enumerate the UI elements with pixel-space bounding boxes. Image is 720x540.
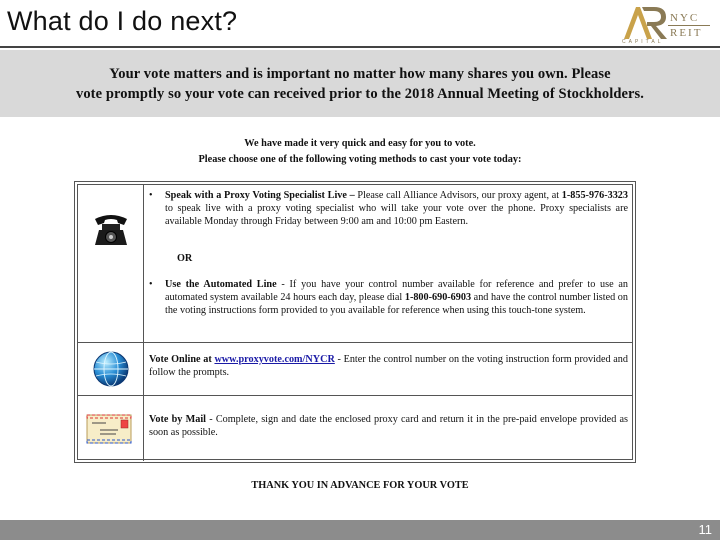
ar-logo-mark bbox=[620, 3, 674, 43]
company-logo bbox=[616, 3, 716, 45]
live-phone-number[interactable]: 1-855-976-3323 bbox=[561, 190, 628, 201]
mail-method-row bbox=[78, 396, 632, 461]
thank-you-text: THANK YOU IN ADVANCE FOR YOUR VOTE bbox=[251, 480, 469, 491]
mail-method-title: Vote by Mail bbox=[149, 414, 210, 425]
logo-divider bbox=[668, 25, 710, 26]
envelope-icon bbox=[86, 414, 132, 444]
page-number: 11 bbox=[698, 522, 712, 537]
envelope-icon-cell bbox=[78, 396, 144, 461]
globe-icon-cell bbox=[78, 343, 144, 395]
live-specialist-text-a: Please call Alliance Advisors, our proxy agent, at bbox=[354, 190, 562, 201]
phone-icon-cell bbox=[78, 185, 144, 342]
telephone-icon bbox=[91, 209, 131, 249]
mail-method-text bbox=[149, 413, 628, 439]
mail-method-desc: - Complete, sign and date the enclosed proxy card and return it in the pre-paid envelope provided as soon as possible. bbox=[149, 414, 628, 439]
banner-line-1: Your vote matters and is important no matter how many shares you own. Please bbox=[109, 66, 611, 82]
automated-line-text-a: - If you have your control number available for reference and prefer to use an automated system available 24 hours each day, please dial bbox=[165, 279, 628, 304]
online-method-row bbox=[78, 343, 632, 396]
voting-methods-table bbox=[74, 181, 636, 463]
page-title: What do I do next? bbox=[7, 6, 238, 36]
automated-phone-number[interactable]: 1-800-690-6903 bbox=[404, 292, 472, 304]
title-divider bbox=[0, 46, 720, 48]
online-method-text bbox=[149, 353, 628, 379]
proxyvote-link[interactable]: www.proxyvote.com/NYCR bbox=[214, 354, 335, 365]
globe-icon bbox=[92, 350, 130, 388]
automated-line-text-b: and have the control number listed on the voting instructions form provided to you available for reference when using this touch-tone system. bbox=[165, 292, 628, 317]
footer-bar bbox=[0, 520, 720, 540]
live-specialist-title: Speak with a Proxy Voting Specialist Live – bbox=[165, 190, 355, 201]
online-method-desc: - Enter the control number on the voting instruction form provided and follow the prompts. bbox=[149, 354, 628, 379]
automated-line-title: Use the Automated Line bbox=[165, 279, 277, 290]
intro-line-1: We have made it very quick and easy for you to vote. bbox=[244, 138, 476, 149]
logo-nyc-text: NYC bbox=[670, 12, 700, 24]
phone-method-row: • Speak with a Proxy Voting Specialist Live – Please call Alliance Advisors, our proxy agent, at 1-855-976-3323 to speak live with a proxy voting specialist who will take your vote over the phone. Proxy specialists are available Monday through Friday between 9:00 am and 10:00 pm Eastern. OR • Use the Automated Line - If you have your control number available for reference and prefer to use an automated system available 24 hours each day, please dial 1-800-690-6903 and have the control number listed on the voting instructions form provided to you available for reference when using this touch-tone system. bbox=[78, 185, 632, 343]
banner-line-2: vote promptly so your vote can received prior to the 2018 Annual Meeting of Stockholders. bbox=[75, 86, 645, 102]
logo-capital-text: CAPITAL bbox=[622, 39, 664, 45]
or-separator: OR bbox=[177, 253, 193, 264]
intro-line-2: Please choose one of the following voting methods to cast your vote today: bbox=[198, 154, 522, 165]
online-method-title: Vote Online at bbox=[149, 354, 215, 365]
logo-reit-text: REIT bbox=[670, 27, 703, 39]
live-specialist-text-b: to speak live with a proxy voting specialist who will take your vote over the phone. Proxy specialists are available Monday through Friday between 9:00 am and 10:00 pm Eastern. bbox=[165, 203, 628, 228]
vote-banner bbox=[0, 50, 720, 117]
